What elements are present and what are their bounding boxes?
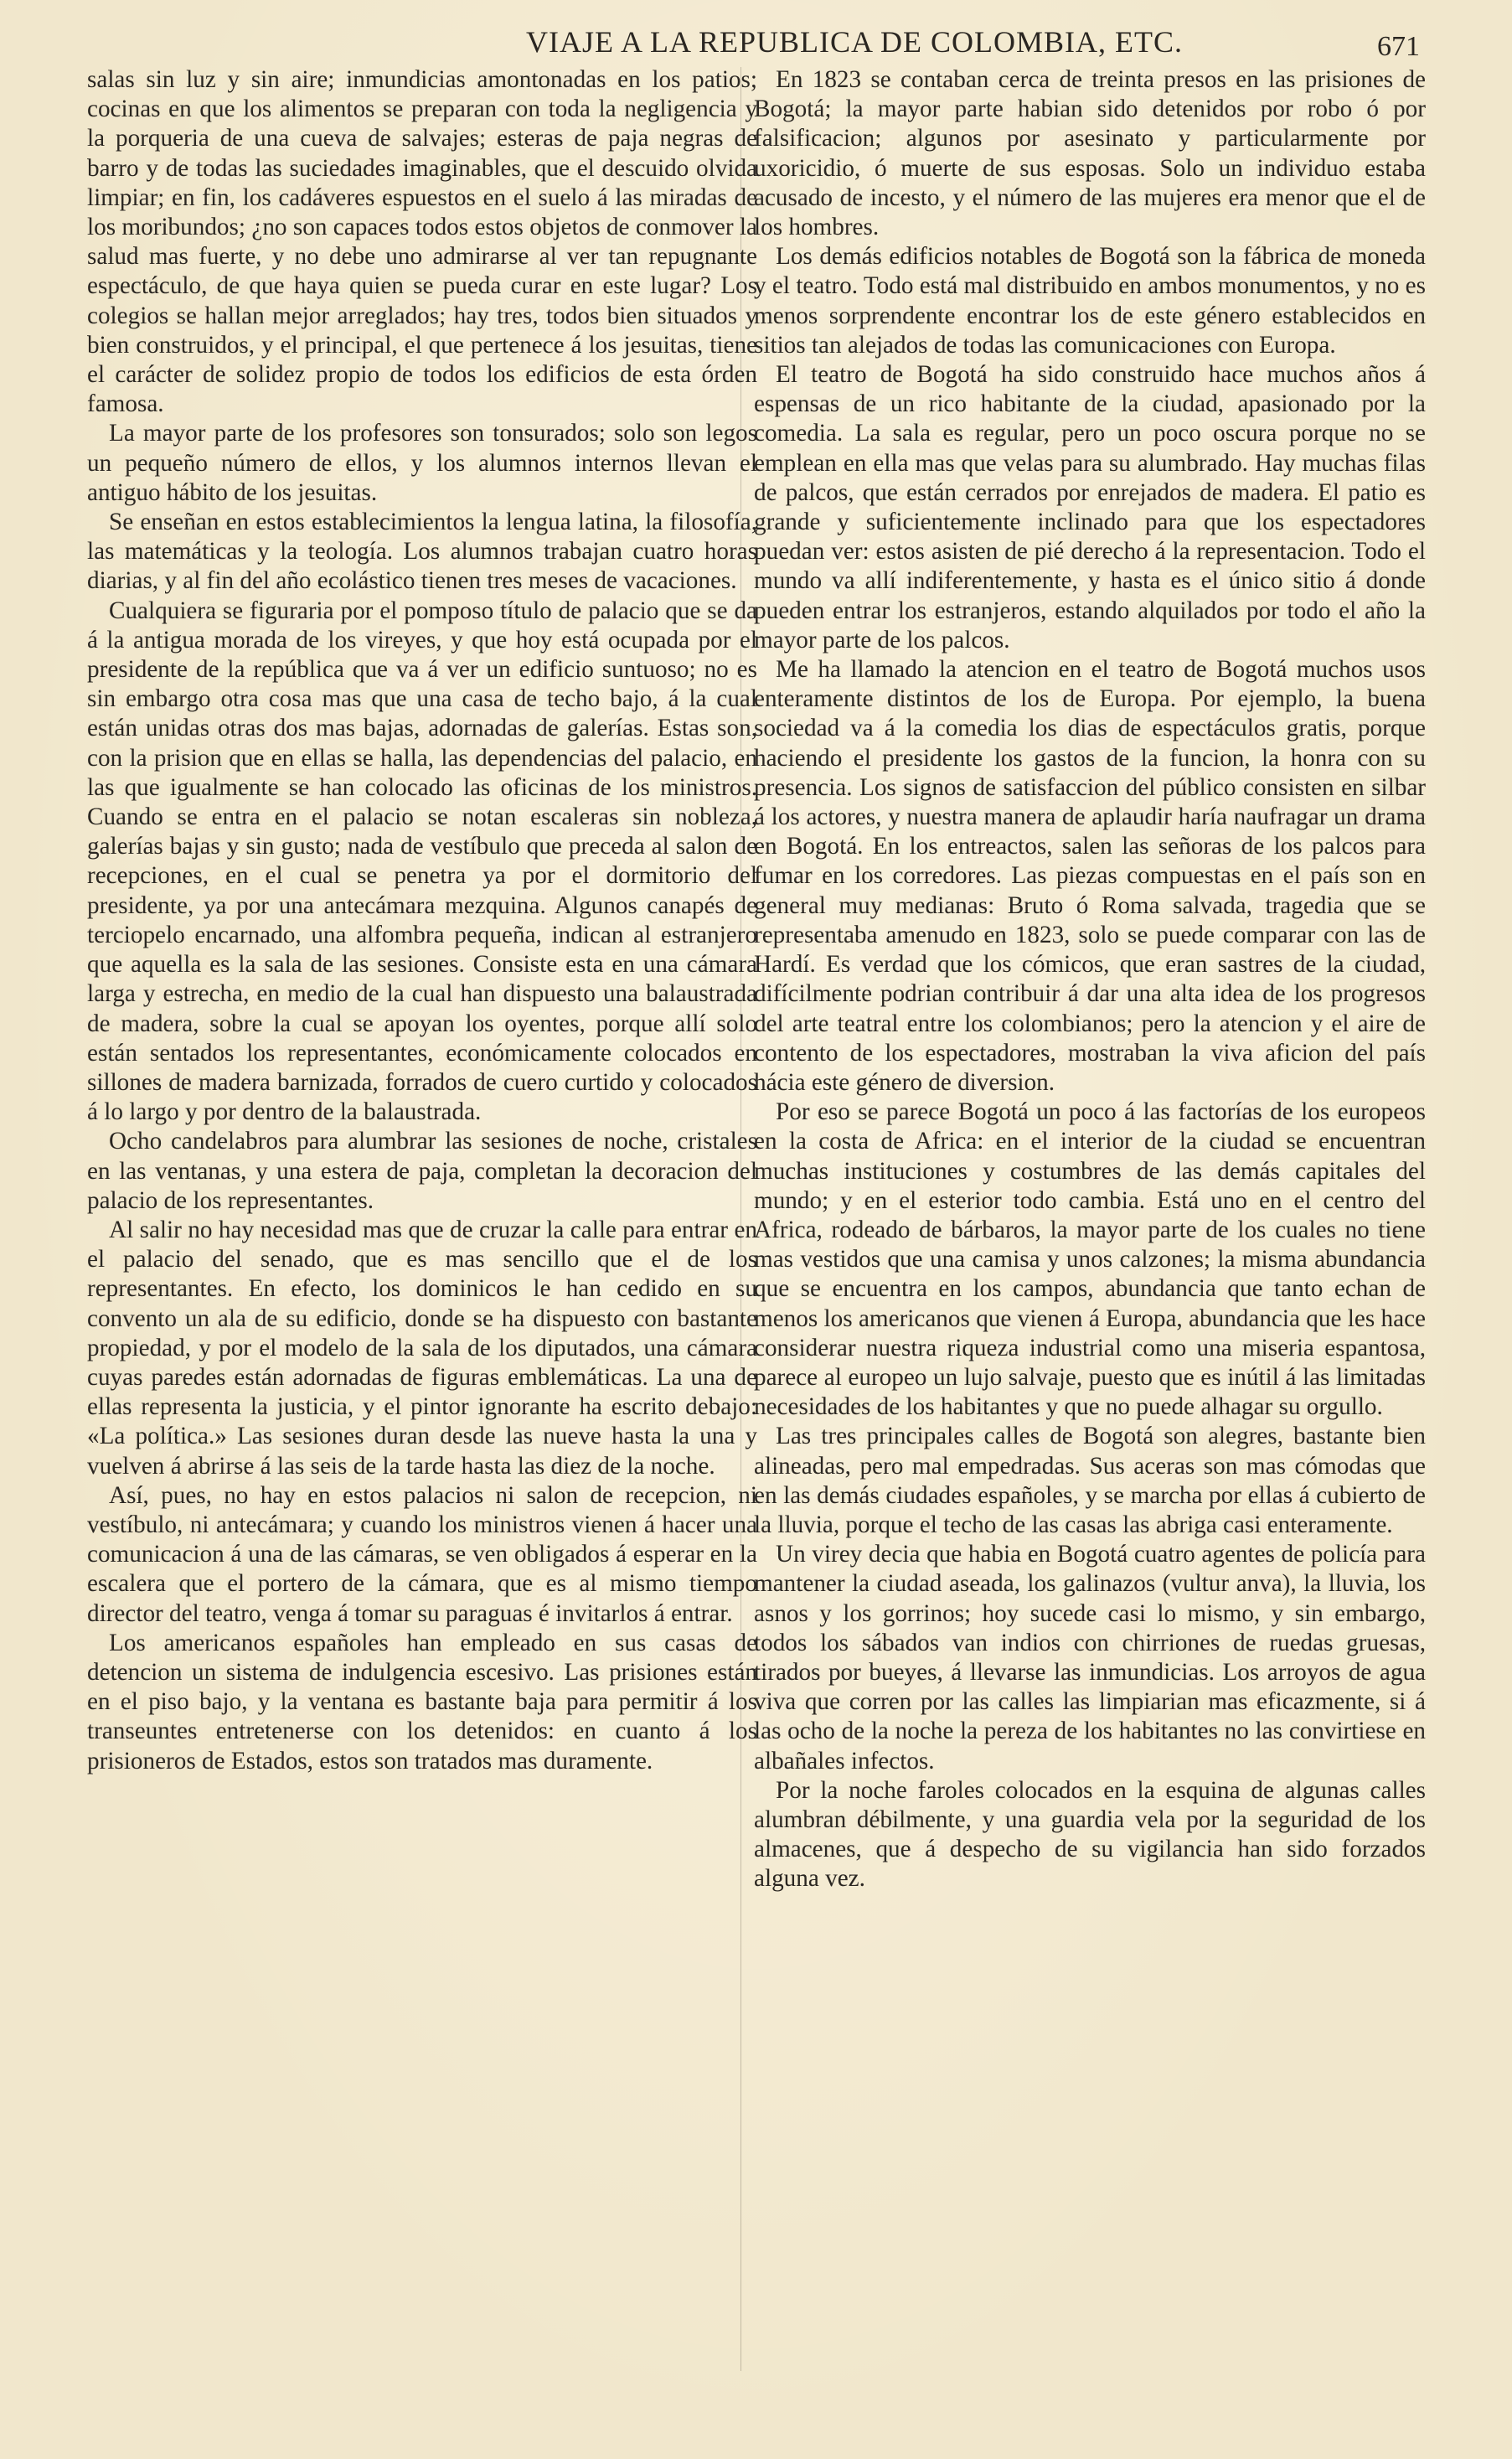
paragraph: Por eso se parece Bogotá un poco á las factorías de los europeos en la costa de Africa: en el interior de la ciudad se encuentran muchas instituciones y costumbres de las demás capitales del mundo; y en el esterior todo cambia. Está uno en el centro del Africa, rodeado de bárbaros, la mayor parte de los cuales no tiene mas vestidos que una camisa y unos calzones; la misma abundancia que se encuentra en los campos, abundancia que tanto echan de menos los americanos que vienen á Europa, abundancia que les hace considerar nuestra riqueza industrial como una miseria espantosa, parece al europeo un lujo salvaje, puesto que es inútil á las limitadas necesidades de los habitantes y que no puede alhagar su orgullo. xyxy=(754,1098,1426,1421)
paragraph: Me ha llamado la atencion en el teatro de Bogotá muchos usos enteramente distintos de los de Europa. Por ejemplo, la buena sociedad va á la comedia los dias de espectáculos gratis, porque haciendo el presidente los gastos de la funcion, la honra con su presencia. Los signos de satisfaccion del público consisten en silbar á los actores, y nuestra manera de aplaudir haría naufragar un drama en Bogotá. En los entreactos, salen las señoras de los palcos para fumar en los corredores. Las piezas compuestas en el país son en general muy medianas: Bruto ó Roma salvada, tragedia que se representaba amenudo en 1823, solo se puede comparar con las de Hardí. Es verdad que los cómicos, que eran sastres de la ciudad, difícilmente podrian contribuir á dar una alta idea de los progresos del arte teatral entre los colombianos; pero la atencion y el aire de contento de los espectadores, mostraban la viva aficion del país hácia este género de diversion. xyxy=(754,656,1426,1096)
left-column xyxy=(87,65,757,1776)
paragraph: salas sin luz y sin aire; inmundicias amontonadas en los patios; cocinas en que los alimentos se preparan con toda la negligencia y la porqueria de una cueva de salvajes; esteras de paja negras de barro y de todas las suciedades imaginables, que el descuido olvida limpiar; en fin, los cadáveres espuestos en el suelo á las miradas de los moribundos; ¿no son capaces todos estos objetos de conmover la salud mas fuerte, y no debe uno admirarse al ver tan repugnante espectáculo, de que haya quien se pueda curar en este lugar? Los colegios se hallan mejor arreglados; hay tres, todos bien situados y bien construidos, y el principal, el que pertenece á los jesuitas, tiene el carácter de solidez propio de todos los edificios de esta órden famosa. xyxy=(87,66,757,418)
paragraph: Ocho candelabros para alumbrar las sesiones de noche, cristales en las ventanas, y una estera de paja, completan la decoracion del palacio de los representantes. xyxy=(87,1128,757,1214)
page-number: 671 xyxy=(1377,31,1420,62)
paragraph: La mayor parte de los profesores son tonsurados; solo son legos un pequeño número de ellos, y los alumnos internos llevan el antiguo hábito de los jesuitas. xyxy=(87,420,757,506)
running-title: VIAJE A LA REPUBLICA DE COLOMBIA, ETC. xyxy=(525,25,1184,59)
paragraph: Cualquiera se figuraria por el pomposo título de palacio que se da á la antigua morada de los vireyes, y que hoy está ocupada por el presidente de la república que va á ver un edificio suntuoso; no es sin embargo otra cosa mas que una casa de techo bajo, á la cual están unidas otras dos mas bajas, adornadas de galerías. Estas son, con la prision que en ellas se halla, las dependencias del palacio, en las que igualmente se han colocado las oficinas de los ministros. Cuando se entra en el palacio se notan escaleras sin nobleza, galerías bajas y sin gusto; nada de vestíbulo que preceda al salon de recepciones, en el cual se penetra ya por el dormitorio del presidente, ya por una antecámara mezquina. Algunos canapés de terciopelo encarnado, una alfombra pequeña, indican al estranjero que aquella es la sala de las sesiones. Consiste esta en una cámara larga y estrecha, en medio de la cual han dispuesto una balaustrada de madera, sobre la cual se apoyan los oyentes, porque allí solo están sentados los representantes, económicamente colocados en sillones de madera barnizada, forrados de cuero curtido y colocados á lo largo y por dentro de la balaustrada. xyxy=(87,597,757,1126)
paragraph: Los americanos españoles han empleado en sus casas de detencion un sistema de indulgencia escesivo. Las prisiones están en el piso bajo, y la ventana es bastante baja para permitir á los transeuntes entretenerse con los detenidos: en cuanto á los prisioneros de Estados, estos son tratados mas duramente. xyxy=(87,1629,757,1775)
paragraph: Así, pues, no hay en estos palacios ni salon de recepcion, ni vestíbulo, ni antecámara; y cuando los ministros vienen á hacer una comunicacion á una de las cámaras, se ven obligados á esperar en la escalera que el portero de la cámara, que es al mismo tiempo director del teatro, venga á tomar su paraguas é invitarlos á entrar. xyxy=(87,1481,757,1627)
paragraph: Por la noche faroles colocados en la esquina de algunas calles alumbran débilmente, y una guardia vela por la seguridad de los almacenes, que á despecho de su vigilancia han sido forzados alguna vez. xyxy=(754,1776,1426,1893)
paragraph: Se enseñan en estos establecimientos la lengua latina, la filosofía, las matemáticas y la teología. Los alumnos trabajan cuatro horas diarias, y al fin del año ecolástico tienen tres meses de vacaciones. xyxy=(87,509,757,595)
paragraph: Los demás edificios notables de Bogotá son la fábrica de moneda y el teatro. Todo está mal distribuido en ambos monumentos, y no es menos sorprendente encontrar los de este género establecidos en sitios tan alejados de todas las comunicaciones con Europa. xyxy=(754,243,1426,359)
paragraph: Las tres principales calles de Bogotá son alegres, bastante bien alineadas, pero mal empedradas. Sus aceras son mas cómodas que en las demás ciudades españoles, y se marcha por ellas á cubierto de la lluvia, porque el techo de las casas las abriga casi enteramente. xyxy=(754,1423,1426,1538)
paragraph: En 1823 se contaban cerca de treinta presos en las prisiones de Bogotá; la mayor parte habian sido detenidos por robo ó por falsificacion; algunos por asesinato y particularmente por uxoricidio, ó muerte de sus esposas. Solo un individuo estaba acusado de incesto, y el número de las mujeres era menor que el de los hombres. xyxy=(754,66,1426,241)
paragraph: Un virey decia que habia en Bogotá cuatro agentes de policía para mantener la ciudad aseada, los galinazos (vultur anva), la lluvia, los asnos y los gorrinos; hoy sucede casi lo mismo, y sin embargo, todos los sábados van indios con chirriones de ruedas gruesas, tirados por bueyes, á llevarse las inmundicias. Los arroyos de agua viva que corren por las calles las limpiarian mas eficazmente, si á las ocho de la noche la pereza de los habitantes no las convirtiese en albañales infectos. xyxy=(754,1541,1426,1775)
paragraph: Al salir no hay necesidad mas que de cruzar la calle para entrar en el palacio del senado, que es mas sencillo que el de los representantes. En efecto, los dominicos le han cedido en su convento un ala de su edificio, donde se ha dispuesto con bastante propiedad, y por el modelo de la sala de los diputados, una cámara cuyas paredes están adornadas de figuras emblemáticas. La una de ellas representa la justicia, y el pintor ignorante ha escrito debajo: «La política.» Las sesiones duran desde las nueve hasta la una y vuelven á abrirse á las seis de la tarde hasta las diez de la noche. xyxy=(87,1216,757,1480)
paragraph: El teatro de Bogotá ha sido construido hace muchos años á espensas de un rico habitante de la ciudad, apasionado por la comedia. La sala es regular, pero un poco oscura porque no se emplean en ella mas que velas para su alumbrado. Hay muchas filas de palcos, que están cerrados por enrejados de madera. El patio es grande y suficientemente inclinado para que los espectadores puedan ver: estos asisten de pié derecho á la representacion. Todo el mundo va allí indiferentemente, y hasta es el único sitio á donde pueden entrar los estranjeros, estando alquilados por todo el año la mayor parte de los palcos. xyxy=(754,361,1426,653)
right-column xyxy=(754,65,1426,1894)
